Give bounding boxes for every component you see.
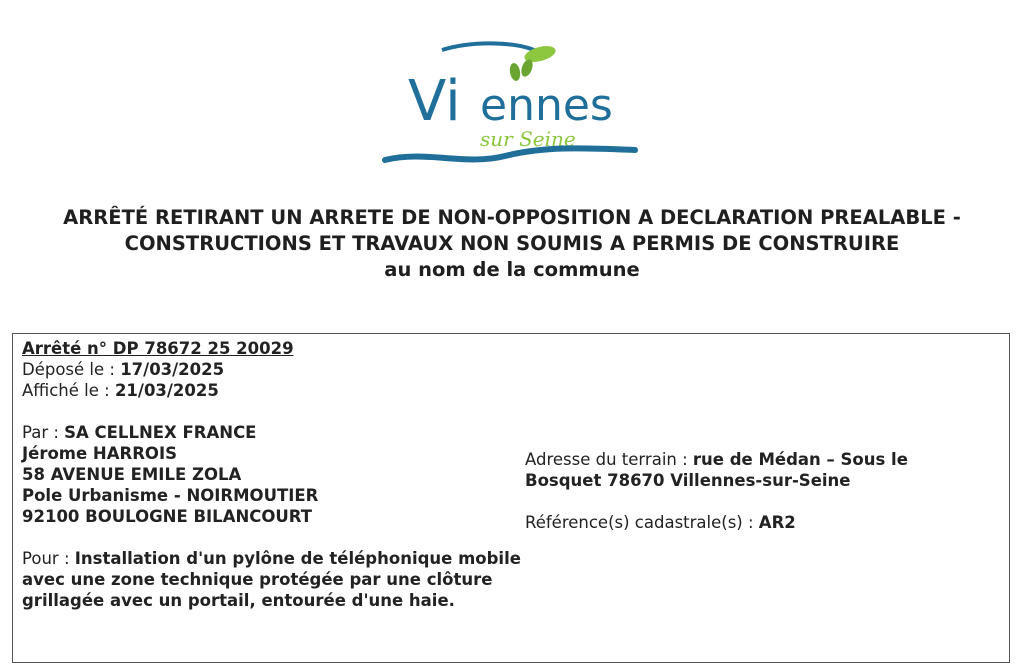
cadastre-label: Référence(s) cadastrale(s) : xyxy=(525,513,759,532)
logo-prefix: Vi xyxy=(408,69,461,134)
left-column xyxy=(22,338,522,611)
demandeur-line: Pole Urbanisme - NOIRMOUTIER xyxy=(22,486,319,505)
document-title-block xyxy=(40,205,984,283)
logo-tagline: sur Seine xyxy=(480,127,576,151)
cadastre-row xyxy=(525,512,985,533)
depose-date: 17/03/2025 xyxy=(120,360,225,379)
adresse-row xyxy=(525,449,985,491)
objet-label: Pour : xyxy=(22,549,75,568)
demandeur-row xyxy=(22,422,522,443)
document-title: ARRÊTÉ RETIRANT UN ARRETE DE NON-OPPOSITION A DECLARATION PREALABLE - CONSTRUCTIONS ET TRAVAUX NON SOUMIS A PERMIS DE CONSTRUIRE xyxy=(63,206,961,255)
villennes-logo xyxy=(380,38,650,168)
affiche-date: 21/03/2025 xyxy=(114,381,219,400)
logo-suffix: ennes xyxy=(480,80,613,131)
demandeur-company: SA CELLNEX FRANCE xyxy=(64,423,257,442)
demandeur-label: Par : xyxy=(22,423,65,442)
depose-label: Déposé le : xyxy=(22,360,121,379)
demandeur-line: 92100 BOULOGNE BILANCOURT xyxy=(22,507,313,526)
decision-box xyxy=(12,333,1010,663)
adresse-label: Adresse du terrain : xyxy=(525,450,693,469)
arrete-number: Arrêté n° DP 78672 25 20029 xyxy=(22,339,294,358)
objet-text: Installation d'un pylône de téléphonique mobile avec une zone technique protégée par une clôture grillagée avec un portail, entourée d'une haie. xyxy=(22,549,521,610)
right-column xyxy=(525,449,985,533)
affiche-row xyxy=(22,380,522,401)
cadastre-value: AR2 xyxy=(758,513,796,532)
adresse-value: rue de Médan – Sous le Bosquet 78670 Villennes-sur-Seine xyxy=(525,450,908,490)
objet-row xyxy=(22,548,522,611)
depose-row xyxy=(22,359,522,380)
demandeur-line: Jérome HARROIS xyxy=(22,444,177,463)
demandeur-line: 58 AVENUE EMILE ZOLA xyxy=(22,465,242,484)
document-subtitle: au nom de la commune xyxy=(384,258,640,281)
affiche-label: Affiché le : xyxy=(22,381,115,400)
